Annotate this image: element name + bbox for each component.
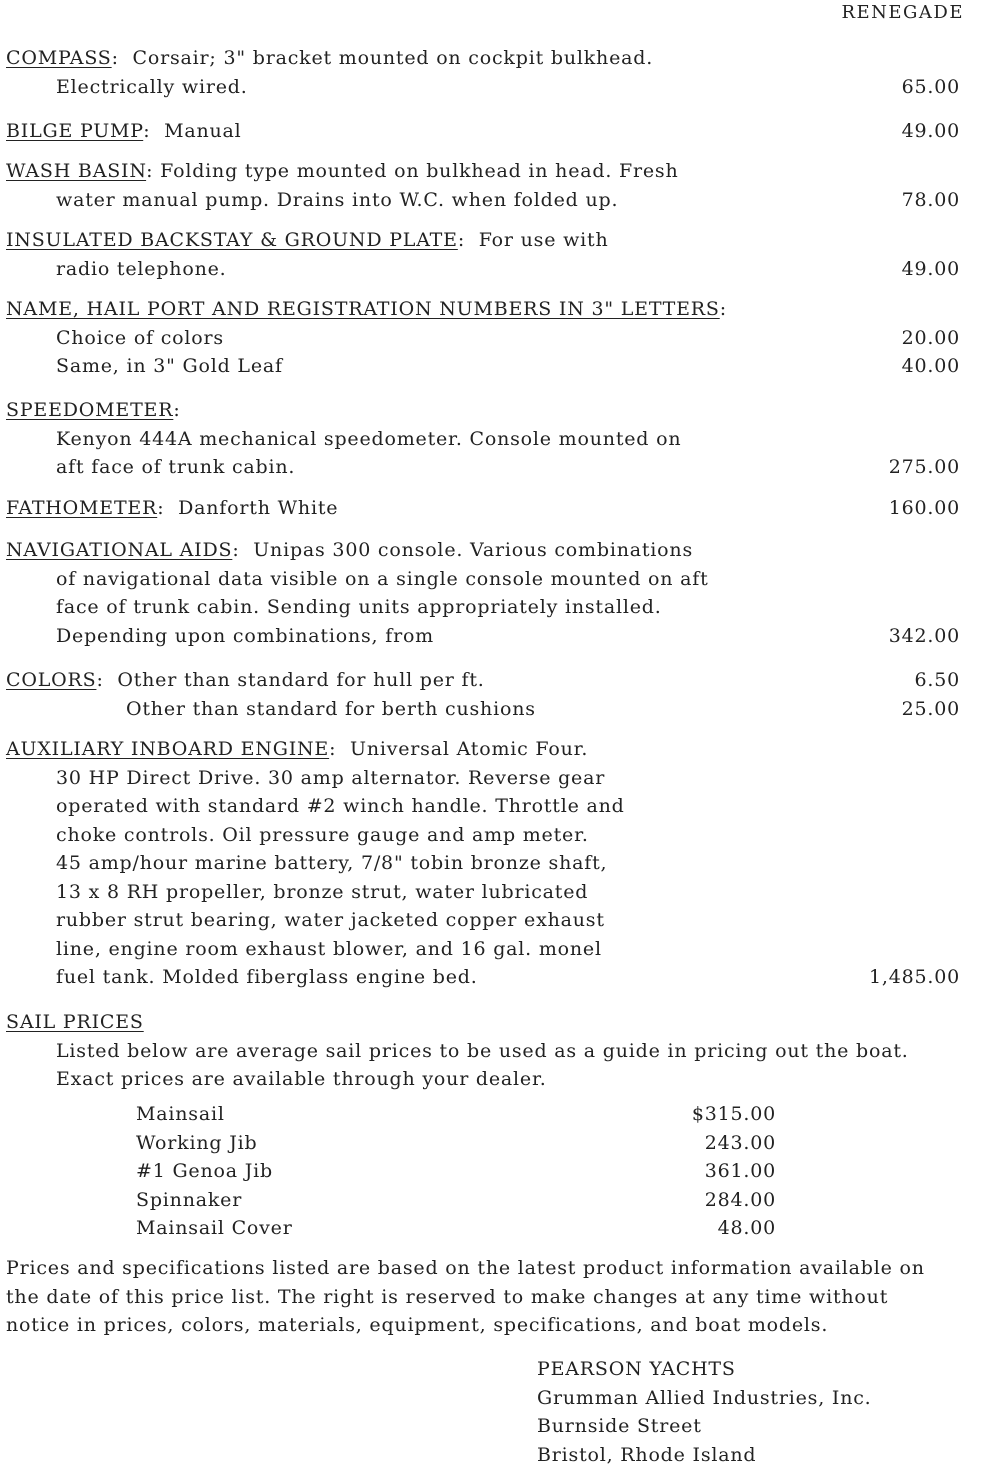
item-backstay: INSULATED BACKSTAY & GROUND PLATE: For use with radio telephone. 49.00 — [6, 226, 960, 283]
backstay-price: 49.00 — [901, 257, 960, 280]
item-colors: COLORS: Other than standard for hull per ft. 6.50 Other than standard for berth cushions 25.00 — [6, 666, 960, 723]
sail-name: Spinnaker — [136, 1188, 243, 1211]
engine-heading: AUXILIARY INBOARD ENGINE — [6, 738, 330, 760]
sail-heading: SAIL PRICES — [6, 1011, 144, 1033]
company-city: Bristol, Rhode Island — [537, 1443, 757, 1466]
item-bilge-pump: BILGE PUMP: Manual 49.00 — [6, 117, 960, 146]
nav-text-4: Depending upon combinations, from — [56, 624, 435, 647]
compass-text-2: Electrically wired. — [56, 75, 248, 98]
company-street: Burnside Street — [537, 1415, 702, 1437]
nav-heading: NAVIGATIONAL AIDS — [6, 539, 233, 561]
item-speedometer: SPEEDOMETER: Kenyon 444A mechanical speedometer. Console mounted on aft face of trunk cabin. 275.00 — [6, 396, 960, 482]
sail-row — [136, 1100, 776, 1129]
compass-price: 65.00 — [901, 75, 960, 98]
sail-row — [136, 1214, 776, 1243]
speedometer-heading: SPEEDOMETER — [6, 399, 174, 421]
engine-text-9: fuel tank. Molded fiberglass engine bed. — [56, 966, 478, 988]
company-address — [537, 1355, 872, 1469]
nav-text-1: Unipas 300 console. Various combinations — [253, 539, 694, 561]
colors-price-1: 6.50 — [914, 669, 960, 691]
fathometer-text: Danforth White — [178, 497, 339, 519]
item-compass: COMPASS: Corsair; 3" bracket mounted on cockpit bulkhead. Electrically wired. 65.00 — [6, 44, 960, 101]
sail-price: 48.00 — [717, 1217, 776, 1239]
nav-price: 342.00 — [888, 624, 960, 647]
engine-text-5: 45 amp/hour marine battery, 7/8" tobin bronze shaft, — [56, 852, 608, 874]
item-fathometer: FATHOMETER: Danforth White 160.00 — [6, 494, 960, 523]
sail-row — [136, 1129, 776, 1158]
compass-text: Corsair; 3" bracket mounted on cockpit bulkhead. — [132, 47, 654, 69]
engine-text-7: rubber strut bearing, water jacketed copper exhaust — [56, 909, 605, 931]
page-header-model: RENEGADE — [841, 2, 964, 23]
nav-text-2: of navigational data visible on a single console mounted on aft — [56, 567, 709, 590]
engine-text-8: line, engine room exhaust blower, and 16 gal. monel — [56, 937, 602, 960]
fathometer-heading: FATHOMETER — [6, 497, 158, 519]
engine-text-1: Universal Atomic Four. — [350, 738, 589, 760]
speedometer-text-1: Kenyon 444A mechanical speedometer. Console mounted on — [56, 427, 682, 450]
sail-row — [136, 1157, 776, 1186]
colors-text-2: Other than standard for berth cushions — [126, 697, 536, 720]
wash-price: 78.00 — [901, 188, 960, 211]
sail-price: 284.00 — [704, 1188, 776, 1211]
engine-text-6: 13 x 8 RH propeller, bronze strut, water lubricated — [56, 880, 589, 903]
name-price-2: 40.00 — [901, 355, 960, 377]
bilge-text: Manual — [164, 120, 242, 142]
section-sail-prices — [6, 1008, 960, 1094]
speedometer-price: 275.00 — [888, 456, 960, 478]
sail-price: 361.00 — [704, 1160, 776, 1182]
wash-heading: WASH BASIN — [6, 160, 147, 182]
disclaimer-line: Prices and specifications listed are based on the latest product information available on — [6, 1257, 925, 1279]
sail-price: $315.00 — [691, 1103, 776, 1125]
company-name: PEARSON YACHTS — [537, 1358, 736, 1380]
colors-heading: COLORS — [6, 669, 97, 691]
disclaimer-line: the date of this price list. The right is reserved to make changes at any time without — [6, 1285, 889, 1308]
backstay-text-2: radio telephone. — [56, 257, 227, 280]
sail-name: Working Jib — [136, 1131, 258, 1154]
backstay-text: For use with — [478, 229, 609, 251]
nav-text-3: face of trunk cabin. Sending units appropriately installed. — [56, 596, 662, 618]
item-navigational-aids: NAVIGATIONAL AIDS: Unipas 300 console. Various combinations of navigational data visible on a single console mounted on aft face of trunk cabin. Sending units appropriately installed. Depending upon combinations, from 342.00 — [6, 536, 960, 650]
engine-text-2: 30 HP Direct Drive. 30 amp alternator. Reverse gear — [56, 766, 606, 789]
colors-price-2: 25.00 — [901, 697, 960, 720]
colors-text-1: Other than standard for hull per ft. — [117, 669, 485, 691]
fathometer-price: 160.00 — [888, 497, 960, 519]
disclaimer — [6, 1254, 986, 1340]
sail-price: 243.00 — [704, 1131, 776, 1154]
name-price-1: 20.00 — [901, 326, 960, 349]
sail-intro-1: Listed below are average sail prices to be used as a guide in pricing out the boat. — [56, 1039, 909, 1062]
speedometer-text-2: aft face of trunk cabin. — [56, 456, 296, 478]
item-name-hail-port: NAME, HAIL PORT AND REGISTRATION NUMBERS IN 3" LETTERS: Choice of colors 20.00 Same, in 3" Gold Leaf 40.00 — [6, 295, 960, 381]
bilge-heading: BILGE PUMP — [6, 120, 144, 142]
engine-text-3: operated with standard #2 winch handle. Throttle and — [56, 795, 625, 817]
wash-text: Folding type mounted on bulkhead in head. Fresh — [160, 160, 679, 182]
name-text-2: Same, in 3" Gold Leaf — [56, 355, 283, 377]
name-text-1: Choice of colors — [56, 326, 224, 349]
company-parent: Grumman Allied Industries, Inc. — [537, 1386, 872, 1409]
backstay-heading: INSULATED BACKSTAY & GROUND PLATE — [6, 229, 458, 251]
sail-row — [136, 1186, 776, 1215]
name-heading: NAME, HAIL PORT AND REGISTRATION NUMBERS IN 3" LETTERS — [6, 298, 720, 320]
sail-intro-2: Exact prices are available through your dealer. — [56, 1068, 547, 1090]
sail-name: Mainsail Cover — [136, 1217, 293, 1239]
sail-name: Mainsail — [136, 1103, 225, 1125]
wash-text-2: water manual pump. Drains into W.C. when folded up. — [56, 188, 619, 211]
sail-price-table — [136, 1100, 776, 1243]
compass-heading: COMPASS — [6, 47, 112, 69]
item-wash-basin: WASH BASIN: Folding type mounted on bulkhead in head. Fresh water manual pump. Drains into W.C. when folded up. 78.00 — [6, 157, 960, 214]
engine-price: 1,485.00 — [868, 966, 960, 988]
bilge-price: 49.00 — [901, 120, 960, 142]
item-auxiliary-engine: AUXILIARY INBOARD ENGINE: Universal Atomic Four. 30 HP Direct Drive. 30 amp alternator. Reverse gear operated with standard #2 winch handle. Throttle and choke controls. Oil pressure gauge and amp meter. 45 amp/hour marine battery, 7/8" tobin bronze shaft, 13 x 8 RH propeller, bronze strut, water lubricated rubber strut bearing, water jacketed copper exhaust line, engine room exhaust blower, and 16 gal. monel fuel tank. Molded fiberglass engine bed. 1,485.00 — [6, 735, 960, 992]
disclaimer-line: notice in prices, colors, materials, equipment, specifications, and boat models. — [6, 1314, 829, 1336]
engine-text-4: choke controls. Oil pressure gauge and amp meter. — [56, 823, 589, 846]
sail-name: #1 Genoa Jib — [136, 1160, 273, 1182]
